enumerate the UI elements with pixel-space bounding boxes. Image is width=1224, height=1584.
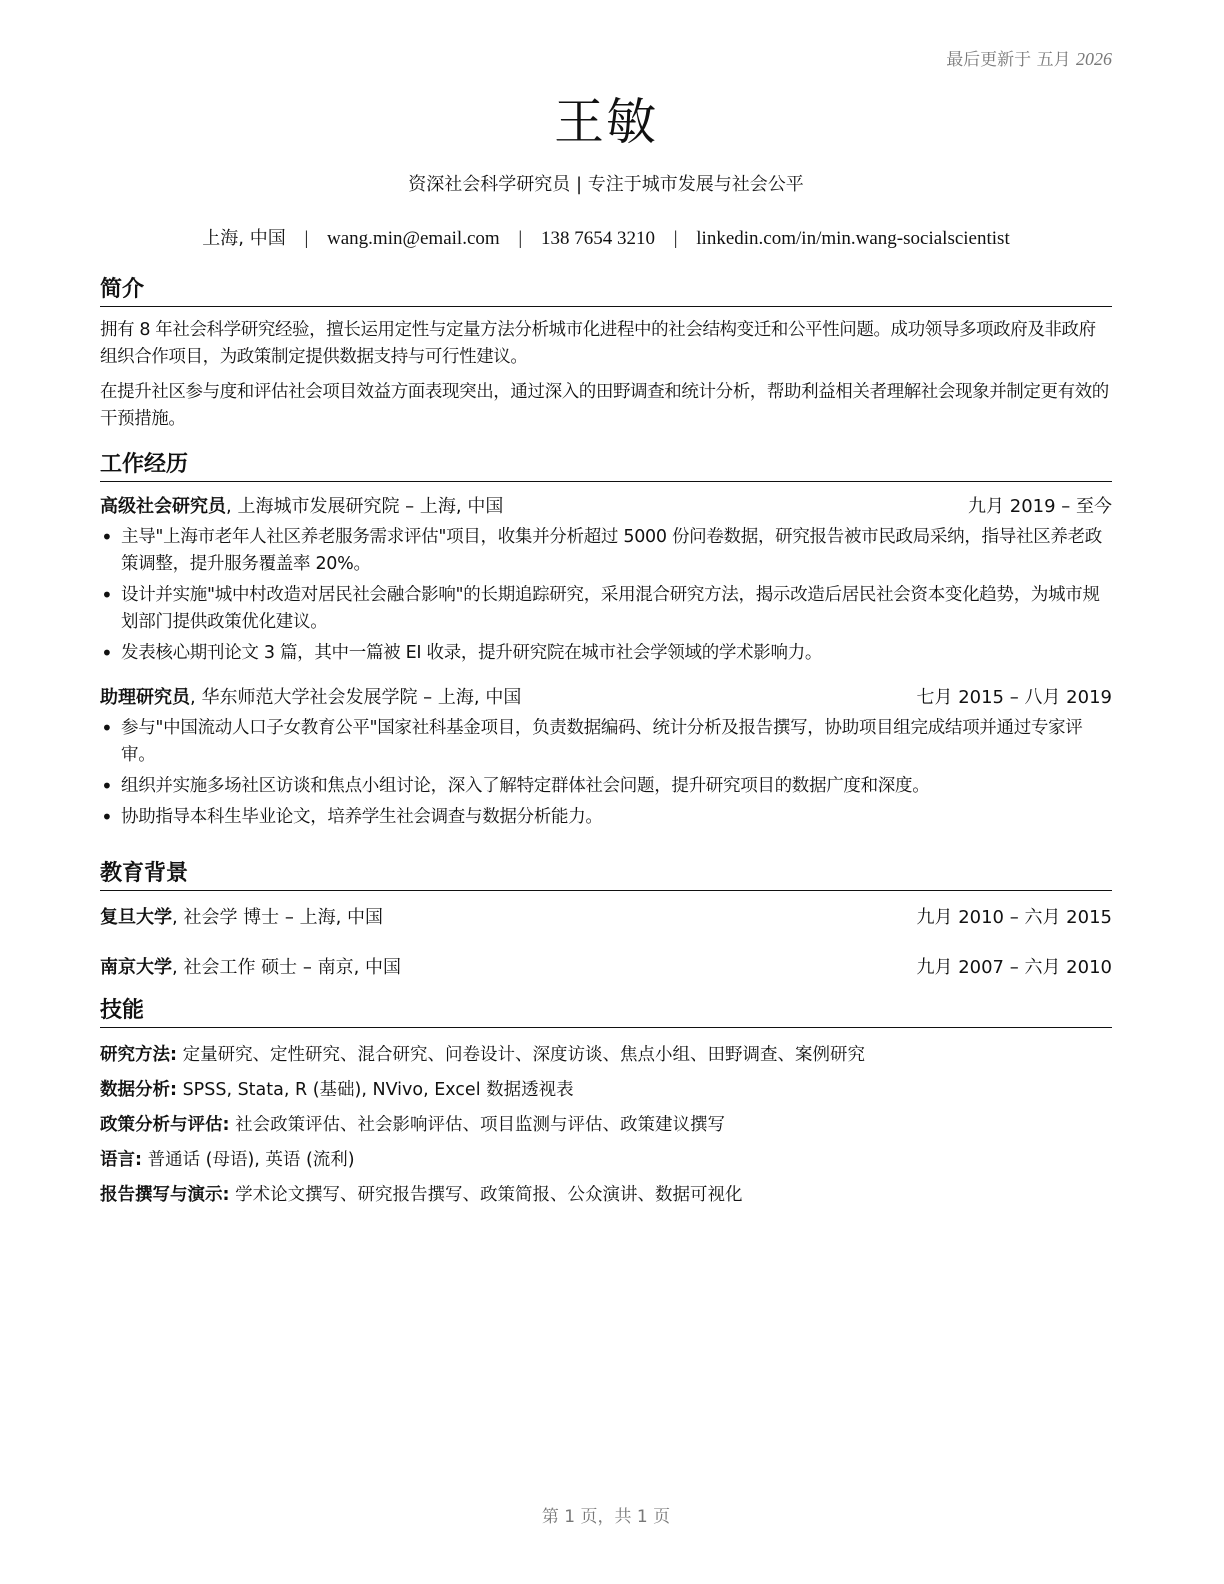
job-bullet: • 组织并实施多场社区访谈和焦点小组讨论，深入了解特定群体社会问题，提升研究项目的数据广度和深度。 bbox=[100, 773, 1112, 800]
skill-label: 语言: bbox=[100, 1150, 142, 1170]
skill-label: 数据分析: bbox=[100, 1080, 177, 1100]
job-header bbox=[100, 685, 1112, 711]
skill-item bbox=[100, 1077, 1112, 1103]
resume-page bbox=[100, 0, 1112, 1584]
experience-section bbox=[100, 451, 1112, 835]
skill-item bbox=[100, 1042, 1112, 1068]
skill-value: 学术论文撰写、研究报告撰写、政策简报、公众演讲、数据可视化 bbox=[229, 1185, 743, 1205]
job-entry bbox=[100, 494, 1112, 667]
page-number: 第 1 页，共 1 页 bbox=[541, 1507, 671, 1527]
contact-separator: | bbox=[304, 228, 309, 249]
job-org: , 华东师范大学社会发展学院 – 上海, 中国 bbox=[190, 687, 522, 708]
skill-value: 普通话 (母语), 英语 (流利) bbox=[142, 1150, 355, 1170]
education-section bbox=[100, 860, 1112, 981]
job-bullet: • 主导"上海市老年人社区养老服务需求评估"项目，收集并分析超过 5000 份问卷数据，研究报告被市民政局采纳，指导社区养老政策调整，提升服务覆盖率 20%。 bbox=[100, 524, 1112, 578]
job-date: 九月 2019 – 至今 bbox=[968, 496, 1112, 517]
skills-list bbox=[100, 1042, 1112, 1208]
job-bullet: • 协助指导本科生毕业论文，培养学生社会调查与数据分析能力。 bbox=[100, 804, 1112, 831]
job-title: 助理研究员 bbox=[100, 687, 190, 708]
summary-paragraph: 拥有 8 年社会科学研究经验，擅长运用定性与定量方法分析城市化进程中的社会结构变迁和公平性问题。成功领导多项政府及非政府组织合作项目，为政策制定提供数据支持与可行性建议。 bbox=[100, 320, 1096, 367]
experience-heading: 工作经历 bbox=[100, 451, 1112, 482]
education-school: 复旦大学 bbox=[100, 907, 172, 928]
education-date: 九月 2007 – 六月 2010 bbox=[916, 957, 1112, 978]
education-entry bbox=[100, 955, 1112, 981]
job-bullet: • 发表核心期刊论文 3 篇，其中一篇被 EI 收录，提升研究院在城市社会学领域的学术影响力。 bbox=[100, 640, 1112, 667]
last-updated-label: 最后更新于 五月 bbox=[946, 50, 1071, 70]
contact-location: 上海, 中国 bbox=[202, 228, 286, 249]
job-header bbox=[100, 494, 1112, 520]
skills-heading: 技能 bbox=[100, 997, 1112, 1028]
skill-label: 报告撰写与演示: bbox=[100, 1185, 230, 1205]
last-updated bbox=[946, 45, 1112, 70]
skill-item bbox=[100, 1182, 1112, 1208]
contact-email[interactable]: wang.min@email.com bbox=[327, 228, 500, 249]
job-bullets bbox=[100, 715, 1112, 831]
last-updated-year: 2026 bbox=[1076, 49, 1112, 69]
education-detail: , 社会学 博士 – 上海, 中国 bbox=[172, 907, 384, 928]
candidate-subtitle: 资深社会科学研究员 | 专注于城市发展与社会公平 bbox=[408, 174, 804, 195]
education-heading: 教育背景 bbox=[100, 860, 1112, 891]
education-date: 九月 2010 – 六月 2015 bbox=[916, 907, 1112, 928]
summary-paragraph: 在提升社区参与度和评估社会项目效益方面表现突出，通过深入的田野调查和统计分析，帮助利益相关者理解社会现象并制定更有效的干预措施。 bbox=[100, 382, 1109, 429]
job-title: 高级社会研究员 bbox=[100, 496, 226, 517]
education-entry bbox=[100, 905, 1112, 931]
skill-value: 定量研究、定性研究、混合研究、问卷设计、深度访谈、焦点小组、田野调查、案例研究 bbox=[177, 1045, 866, 1065]
contact-separator: | bbox=[673, 228, 678, 249]
job-entry bbox=[100, 685, 1112, 831]
skill-value: 社会政策评估、社会影响评估、项目监测与评估、政策建议撰写 bbox=[229, 1115, 726, 1135]
job-org: , 上海城市发展研究院 – 上海, 中国 bbox=[226, 496, 504, 517]
job-bullet: • 设计并实施"城中村改造对居民社会融合影响"的长期追踪研究，采用混合研究方法，揭示改造后居民社会资本变化趋势，为城市规划部门提供政策优化建议。 bbox=[100, 582, 1112, 636]
skills-section bbox=[100, 997, 1112, 1217]
contact-line bbox=[100, 224, 1112, 250]
skill-label: 政策分析与评估: bbox=[100, 1115, 230, 1135]
contact-separator: | bbox=[518, 228, 523, 249]
job-bullet: • 参与"中国流动人口子女教育公平"国家社科基金项目，负责数据编码、统计分析及报告撰写，协助项目组完成结项并通过专家评审。 bbox=[100, 715, 1112, 769]
education-school: 南京大学 bbox=[100, 957, 172, 978]
education-detail: , 社会工作 硕士 – 南京, 中国 bbox=[172, 957, 402, 978]
summary-heading: 简介 bbox=[100, 276, 1112, 307]
skill-label: 研究方法: bbox=[100, 1045, 177, 1065]
contact-phone[interactable]: 138 7654 3210 bbox=[540, 228, 655, 249]
job-date: 七月 2015 – 八月 2019 bbox=[916, 687, 1112, 708]
contact-linkedin[interactable]: linkedin.com/in/min.wang-socialscientist bbox=[696, 228, 1010, 249]
skill-item bbox=[100, 1112, 1112, 1138]
skill-item bbox=[100, 1147, 1112, 1173]
job-bullets bbox=[100, 524, 1112, 667]
skill-value: SPSS, Stata, R (基础), NVivo, Excel 数据透视表 bbox=[177, 1080, 574, 1100]
candidate-name: 王敏 bbox=[554, 93, 658, 151]
summary-section bbox=[100, 276, 1112, 433]
